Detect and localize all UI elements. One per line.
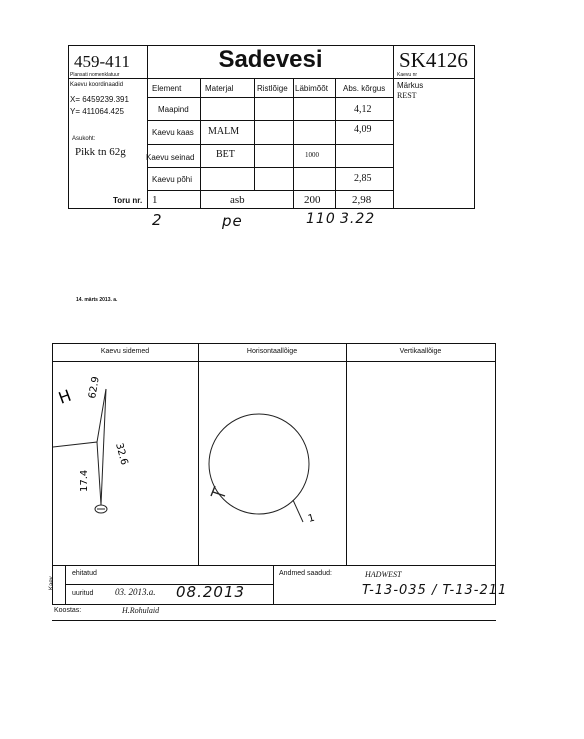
data-source: HADWEST xyxy=(365,570,402,579)
panel-title-connections: Kaevu sidemed xyxy=(100,348,150,355)
col-header-diameter: Läbimõõt xyxy=(295,84,328,93)
sketch-distance-2: 32.6 xyxy=(113,441,130,467)
sheet-number: 459-411 xyxy=(74,52,131,71)
coord-x: X= 6459239.391 xyxy=(70,95,129,104)
address: Pikk tn 62g xyxy=(75,146,126,158)
compiled-by: H.Rohulaid xyxy=(122,606,160,615)
pipe-diameter: 200 xyxy=(304,194,321,206)
pipe-label: Toru nr. xyxy=(113,196,143,205)
page-title: Sadevesi xyxy=(218,46,323,73)
panel-title-vertical: Vertikaallõige xyxy=(399,348,442,355)
data-source-label: Andmed saadud: xyxy=(279,570,332,577)
row-material: MALM xyxy=(208,126,240,137)
sketch-distance-3: 17.4 xyxy=(79,469,90,492)
row-element: Maapind xyxy=(158,105,189,114)
date-note: 14. märts 2013. a. xyxy=(76,297,118,303)
well-number-caption: Kaevu nr xyxy=(397,72,418,78)
row-height: 4,09 xyxy=(354,124,372,135)
row-height: 2,85 xyxy=(354,173,372,184)
built-label: ehitatud xyxy=(72,570,97,577)
pipe-height: 2,98 xyxy=(352,194,372,206)
pipe-1-label: 1 xyxy=(306,512,316,525)
remark-label: Märkus xyxy=(397,81,424,90)
hand-pipe-material: pe xyxy=(222,212,243,230)
footer-side-label: Kaev xyxy=(49,576,55,590)
connections-sketch xyxy=(53,362,198,565)
row-element: Kaevu seinad xyxy=(146,153,195,162)
row-height: 4,12 xyxy=(354,104,372,115)
measured-date: 03. 2013.a. xyxy=(115,587,156,597)
hand-pipe-diameter: 110 xyxy=(306,211,336,227)
measured-hand-date: 08.2013 xyxy=(176,583,246,601)
sheet-number-caption: Plansati nomenklatuur xyxy=(70,72,120,78)
measured-label: uuritud xyxy=(72,590,94,597)
well-number: SK4126 xyxy=(399,48,468,72)
coords-label: Kaevu koordinaadid xyxy=(70,82,124,88)
sketch-h-letter: H xyxy=(55,385,74,408)
col-header-element: Element xyxy=(152,84,182,93)
hand-pipe-number: 2 xyxy=(152,211,163,229)
compiled-label: Koostas: xyxy=(54,607,82,614)
hand-pipe-height: 3.22 xyxy=(340,211,376,227)
pipe-material: asb xyxy=(230,194,245,206)
coord-y: Y= 411064.425 xyxy=(70,107,124,116)
sketch-distance-1: 62.9 xyxy=(87,375,102,400)
data-source-reference: T-13-035 / T-13-211 xyxy=(362,583,508,598)
row-diameter: 1000 xyxy=(305,151,319,159)
col-header-height: Abs. kõrgus xyxy=(343,84,386,93)
row-element: Kaevu põhi xyxy=(152,175,193,184)
row-element: Kaevu kaas xyxy=(152,128,194,137)
pipe-number: 1 xyxy=(152,194,158,206)
row-material: BET xyxy=(216,149,235,160)
col-header-material: Materjal xyxy=(205,84,234,93)
panel-title-horizontal: Horisontaallõige xyxy=(246,348,298,355)
horizontal-section-sketch xyxy=(199,362,346,565)
col-header-section: Ristlõige xyxy=(257,84,288,93)
address-label: Asukoht: xyxy=(72,136,96,142)
remark-value: REST xyxy=(397,91,417,100)
